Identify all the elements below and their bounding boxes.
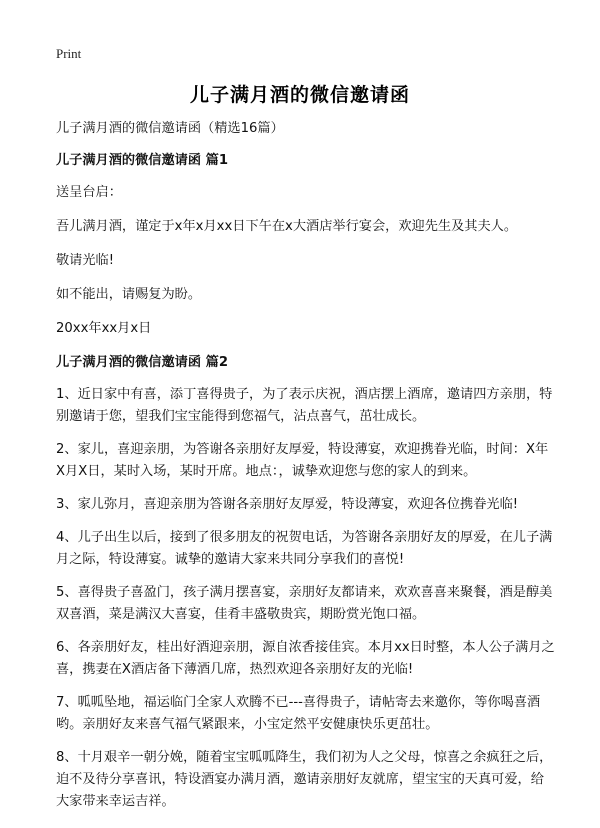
invitation-body: 吾儿满月酒，谨定于x年x月xx日下午在x大酒店举行宴会，欢迎先生及其夫人。 bbox=[56, 219, 518, 234]
invitation-date: 20xx年xx月x日 bbox=[56, 321, 152, 336]
salutation: 送呈台启： bbox=[56, 185, 122, 200]
list-item: 5、喜得贵子喜盈门，孩子满月摆喜宴，亲朋好友都请来，欢欢喜喜来聚餐，酒是醇美双喜酒，菜是满汉大喜宴，佳肴丰盛敬贵宾，期盼赏光饱口福。 bbox=[56, 585, 553, 622]
reply-request: 如不能出，请赐复为盼。 bbox=[56, 287, 202, 302]
list-item: 7、呱呱坠地，福运临门全家人欢腾不已---喜得贵子，请帖寄去来邀你，等你喝喜酒哟。亲朋好友来喜气福气紧跟来，小宝定然平安健康快乐更茁壮。 bbox=[56, 695, 541, 732]
document-body bbox=[56, 118, 556, 824]
list-item: 8、十月艰辛一朝分娩，随着宝宝呱呱降生，我们初为人之父母，惊喜之余疯狂之后，迫不及待分享喜讯，特设酒宴办满月酒，邀请亲朋好友就席，望宝宝的天真可爱，给大家带来幸运吉祥。 bbox=[56, 750, 553, 809]
invitation-closing: 敬请光临! bbox=[56, 253, 115, 268]
list-item: 1、近日家中有喜，添丁喜得贵子，为了表示庆祝，酒店摆上酒席，邀请四方亲朋，特别邀请于您，望我们宝宝能得到您福气，沾点喜气，茁壮成长。 bbox=[56, 387, 553, 424]
section-heading-1: 儿子满月酒的微信邀请函 篇1 bbox=[56, 153, 229, 168]
document-subtitle: 儿子满月酒的微信邀请函（精选16篇） bbox=[56, 121, 284, 136]
list-item: 2、家儿，喜迎亲朋，为答谢各亲朋好友厚爱，特设薄宴，欢迎携眷光临，时间：X年X月X日，某时入场，某时开席。地点：，诚挚欢迎您与您的家人的到来。 bbox=[56, 442, 549, 479]
list-item: 3、家儿弥月，喜迎亲朋为答谢各亲朋好友厚爱，特设薄宴，欢迎各位携眷光临! bbox=[56, 497, 519, 512]
list-item: 6、各亲朋好友，桂出好酒迎亲朋，源自浓香接佳宾。本月xx日时整，本人公子满月之喜，携妻在X酒店备下薄酒几席，热烈欢迎各亲朋好友的光临! bbox=[56, 640, 555, 677]
list-item: 4、儿子出生以后，接到了很多朋友的祝贺电话，为答谢各亲朋好友的厚爱，在儿子满月之际，特设薄宴。诚挚的邀请大家来共同分享我们的喜悦! bbox=[56, 530, 553, 567]
section-heading-2: 儿子满月酒的微信邀请函 篇2 bbox=[56, 355, 229, 370]
document-title: 儿子满月酒的微信邀请函 bbox=[189, 84, 410, 106]
print-label: Print bbox=[56, 46, 82, 61]
